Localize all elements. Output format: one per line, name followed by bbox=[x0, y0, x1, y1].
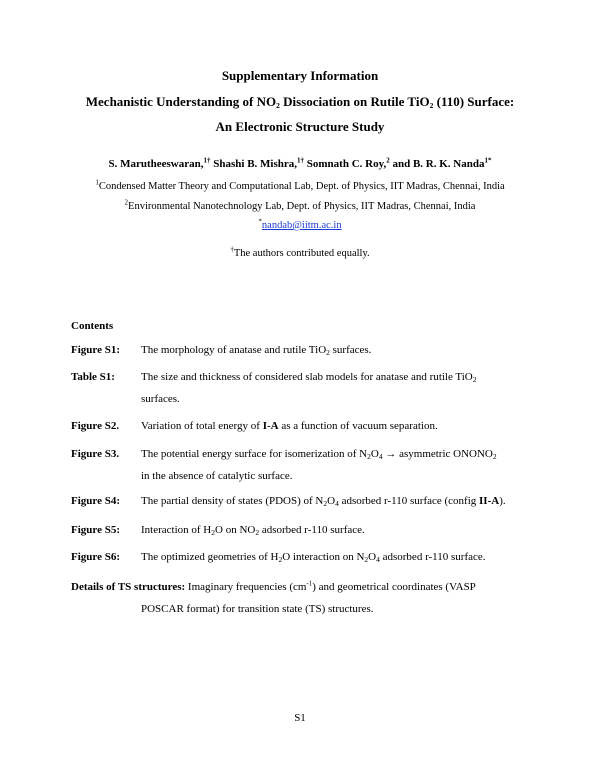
equal-contribution-note: †The authors contributed equally. bbox=[230, 245, 370, 259]
paper-title-line3: An Electronic Structure Study bbox=[215, 119, 385, 134]
supplementary-heading: Supplementary Information bbox=[221, 68, 379, 83]
contents-heading: Contents bbox=[71, 320, 114, 332]
document-page: Supplementary Information Mechanistic Understanding of $NO_2$ Dissociation on Rutile TiO$_2$ (110) Surface: An Electronic Structure Study S. Marutheeswaran,$^{1\dagger}$ Shashi B. Mishra,$^{1\dagger}$ Somnath C. Roy,$^2$ and B. R. K. Nanda$^{1*}$ $^1$Condensed Matter Theory and Computational Lab, Dept. of Physics, IIT Madras, Chennai, India $^2$Environmental Nanotechnology Lab, Dept. of Physics, IIT Madras, Chennai, India *nandab@iitm.ac.in †The authors contributed equally. Contents Figure S1: The morphology of anatase and rutile TiO$_2$ surfaces. Table S1: The size and thickness of considered slab models for anatase and rutile TiO$_2$ surfaces. Figure S2. Variation of total energy of I-A as a function of vacuum separation. Figure S3. The potential energy surface for isomerization of $N_2O_4$ → asymmetric $ONONO_2$ in the absence of catalytic surface. Figure S4: The partial density of states (PDOS) of $N_2O_4$ adsorbed r-110 surface (config II-A). Figure S5: Interaction of $H_2O$ on $NO_2$ adsorbed r-110 surface. Figure S6: The optimized geometries of $H_2O$ interaction on $N_2O_4$ adsorbed r-110 surface. Details of TS structures: Imaginary frequencies $(cm^{-1})$ and geometrical coordinates (VASP POSCAR format) for transition state (TS) structures. S1 bbox=[0, 0, 600, 776]
corresponding-email: *nandab@iitm.ac.in bbox=[258, 217, 342, 231]
page-number: S1 bbox=[294, 712, 306, 724]
contents-item-ts-structures: Details of TS structures: Imaginary frequencies $(cm^{-1})$ and geometrical coordinates (VASP POSCAR format) for transition state (TS) structures. bbox=[71, 579, 476, 615]
email-link[interactable]: nandab@iitm.ac.in bbox=[261, 220, 342, 231]
affiliation-1: $^1$Condensed Matter Theory and Computational Lab, Dept. of Physics, IIT Madras, Chennai, India bbox=[95, 178, 505, 192]
author-list: S. Marutheeswaran,$^{1\dagger}$ Shashi B. Mishra,$^{1\dagger}$ Somnath C. Roy,$^2$ and B. R. K. Nanda$^{1*}$ bbox=[108, 156, 492, 170]
paper-title: Mechanistic Understanding of $NO_2$ Dissociation on Rutile TiO$_2$ (110) Surface: bbox=[85, 94, 515, 110]
affiliation-2: $^2$Environmental Nanotechnology Lab, Dept. of Physics, IIT Madras, Chennai, India bbox=[124, 198, 476, 212]
